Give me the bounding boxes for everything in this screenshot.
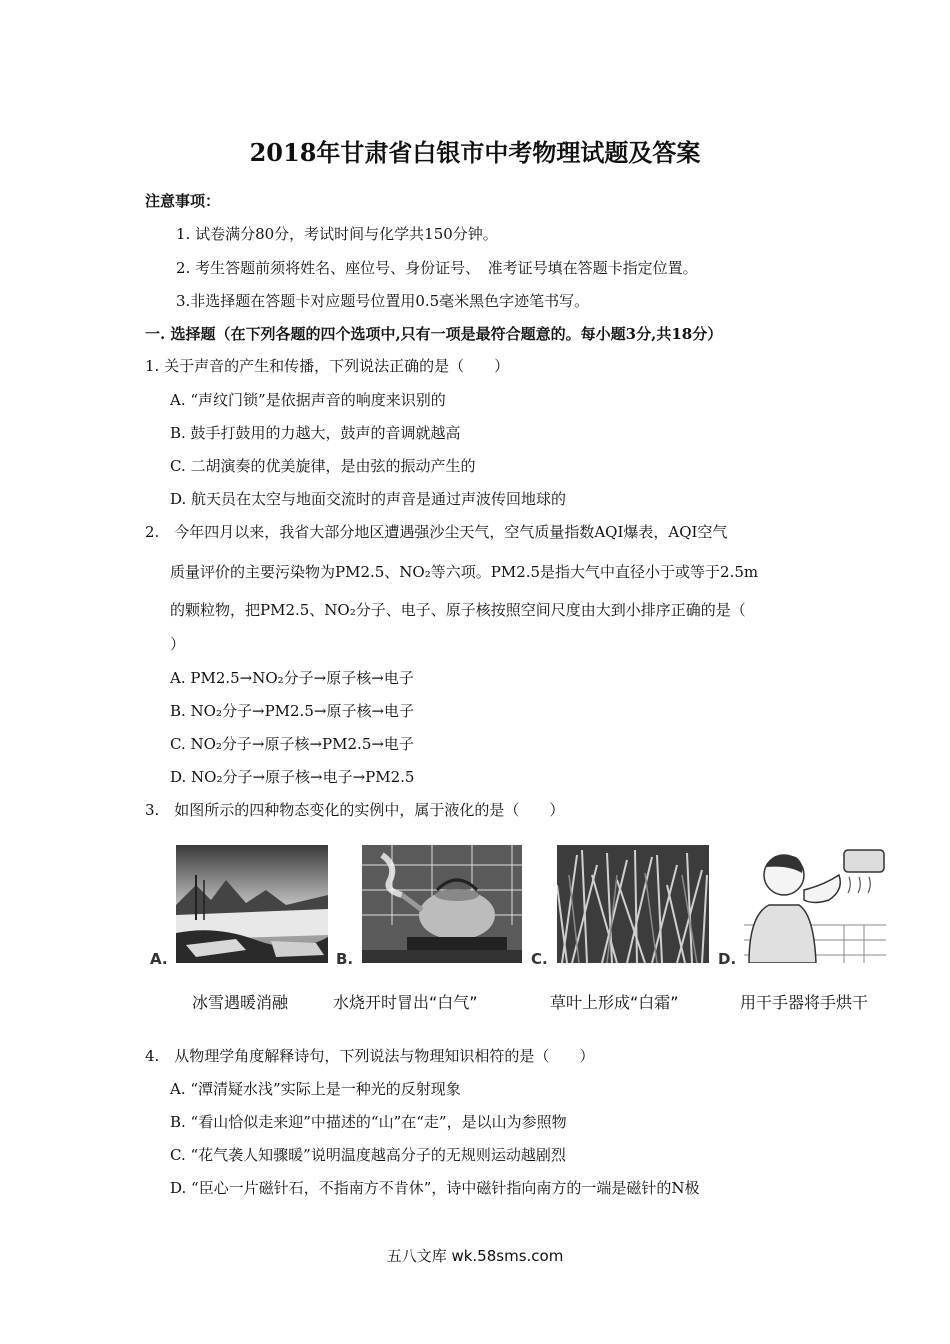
photo-label-d: D. [718,950,737,968]
question-1-option-d: D. 航天员在太空与地面交流时的声音是通过声波传回地球的 [170,490,567,508]
question-2-option-c: C. NO₂分子→原子核→PM2.5→电子 [170,735,414,753]
question-2-option-b: B. NO₂分子→PM2.5→原子核→电子 [170,702,415,720]
snow-melting-photo [176,845,328,963]
question-1-option-a: A. “声纹门锁”是依据声音的响度来识别的 [170,391,446,409]
question-1-stem: 1. 关于声音的产生和传播，下列说法正确的是（ ） [145,357,510,375]
section-heading: 一. 选择题（在下列各题的四个选项中,只有一项是最符合题意的。每小题3分,共18分） [145,325,723,343]
question-3-stem: 3. 如图所示的四种物态变化的实例中，属于液化的是（ ） [145,801,565,819]
notice-heading: 注意事项： [145,192,221,210]
photo-label-c: C. [531,950,548,968]
photo-label-a: A. [150,950,168,968]
question-4-stem: 4. 从物理学角度解释诗句，下列说法与物理知识相符的是（ ） [145,1047,595,1065]
footer-watermark: 五八文库 wk.58sms.com [386,1247,564,1265]
frost-grass-photo [557,845,709,963]
caption-b: 水烧开时冒出“白气” [333,993,478,1012]
caption-a: 冰雪遇暖消融 [192,993,289,1012]
notice-item: 3.非选择题在答题卡对应题号位置用0.5毫米黑色字迹笔书写。 [176,292,590,310]
question-2-stem-line: 质量评价的主要污染物为PM2.5、NO₂等六项。PM2.5是指大气中直径小于或等于2.5m [170,563,759,581]
question-1-option-c: C. 二胡演奏的优美旋律，是由弦的振动产生的 [170,457,476,475]
hand-dryer-illustration [744,845,886,963]
question-1-option-b: B. 鼓手打鼓用的力越大，鼓声的音调就越高 [170,424,461,442]
photo-label-b: B. [336,950,354,968]
kettle-steam-photo [362,845,522,963]
question-2-stem-line: 的颗粒物，把PM2.5、NO₂分子、电子、原子核按照空间尺度由大到小排序正确的是（ [170,601,746,619]
question-2-stem-line: 2. 今年四月以来，我省大部分地区遭遇强沙尘天气，空气质量指数AQI爆表，AQI空气 [145,523,728,541]
question-4-option-c: C. “花气袭人知骤暖”说明温度越高分子的无规则运动越剧烈 [170,1146,566,1164]
caption-c: 草叶上形成“白霜” [550,993,679,1012]
page-title: 2018年甘肃省白银市中考物理试题及答案 [249,138,701,167]
question-4-option-b: B. “看山恰似走来迎”中描述的“山”在“走”，是以山为参照物 [170,1113,567,1131]
question-4-option-d: D. “臣心一片磁针石，不指南方不肯休”，诗中磁针指向南方的一端是磁针的N极 [170,1179,700,1197]
question-2-option-a: A. PM2.5→NO₂分子→原子核→电子 [170,669,414,687]
notice-item: 2. 考生答题前须将姓名、座位号、身份证号、 准考证号填在答题卡指定位置。 [176,259,698,277]
question-2-option-d: D. NO₂分子→原子核→电子→PM2.5 [170,768,415,786]
question-2-stem-line: ） [170,635,186,653]
question-4-option-a: A. “潭清疑水浅”实际上是一种光的反射现象 [170,1080,461,1098]
notice-item: 1. 试卷满分80分，考试时间与化学共150分钟。 [176,225,498,243]
caption-d: 用干手器将手烘干 [740,993,869,1012]
